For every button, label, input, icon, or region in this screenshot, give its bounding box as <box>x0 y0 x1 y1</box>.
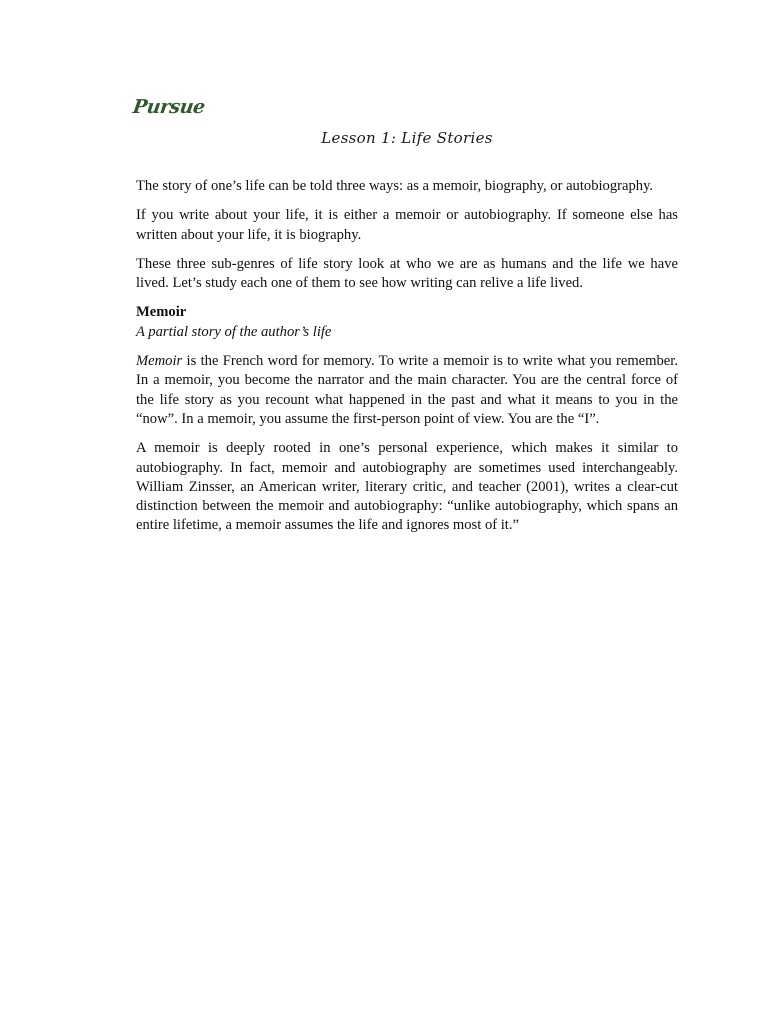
memoir-paragraph-1-text: is the French word for memory. To write a memoir is to write what you remember. In a memoir, you become the narrator and the main character. You are the central force of the life story as you recount what happened in the past and what it means to you in the “now”. In a memoir, you assume the first-person point of view. You are the “I”. <box>136 353 678 427</box>
memoir-heading: Memoir <box>136 304 187 321</box>
memoir-paragraph-1 <box>136 352 678 429</box>
intro-paragraph-1: The story of one’s life can be told three ways: as a memoir, biography, or autobiography. <box>136 178 654 194</box>
lesson-content <box>136 177 678 546</box>
lesson-title: Lesson 1: Life Stories <box>321 129 493 147</box>
section-label: Pursue <box>131 96 207 118</box>
memoir-subheading: A partial story of the author’s life <box>136 323 332 340</box>
intro-paragraph-3: These three sub-genres of life story look at who we are as humans and the life we have lived. Let’s study each one of them to see how writing can relive a life lived. <box>136 255 678 292</box>
memoir-paragraph-2: A memoir is deeply rooted in one’s personal experience, which makes it similar to autobiography. In fact, memoir and autobiography are sometimes used interchangeably. William Zinsser, an American writer, literary critic, and teacher (2001), writes a clear-cut distinction between the memoir and autobiography: “unlike autobiography, which spans an entire lifetime, a memoir assumes the life and ignores most of it.” <box>136 440 678 534</box>
intro-paragraph-2: If you write about your life, it is either a memoir or autobiography. If someone else has written about your life, it is biography. <box>136 207 678 243</box>
memoir-term: Memoir <box>136 353 183 370</box>
